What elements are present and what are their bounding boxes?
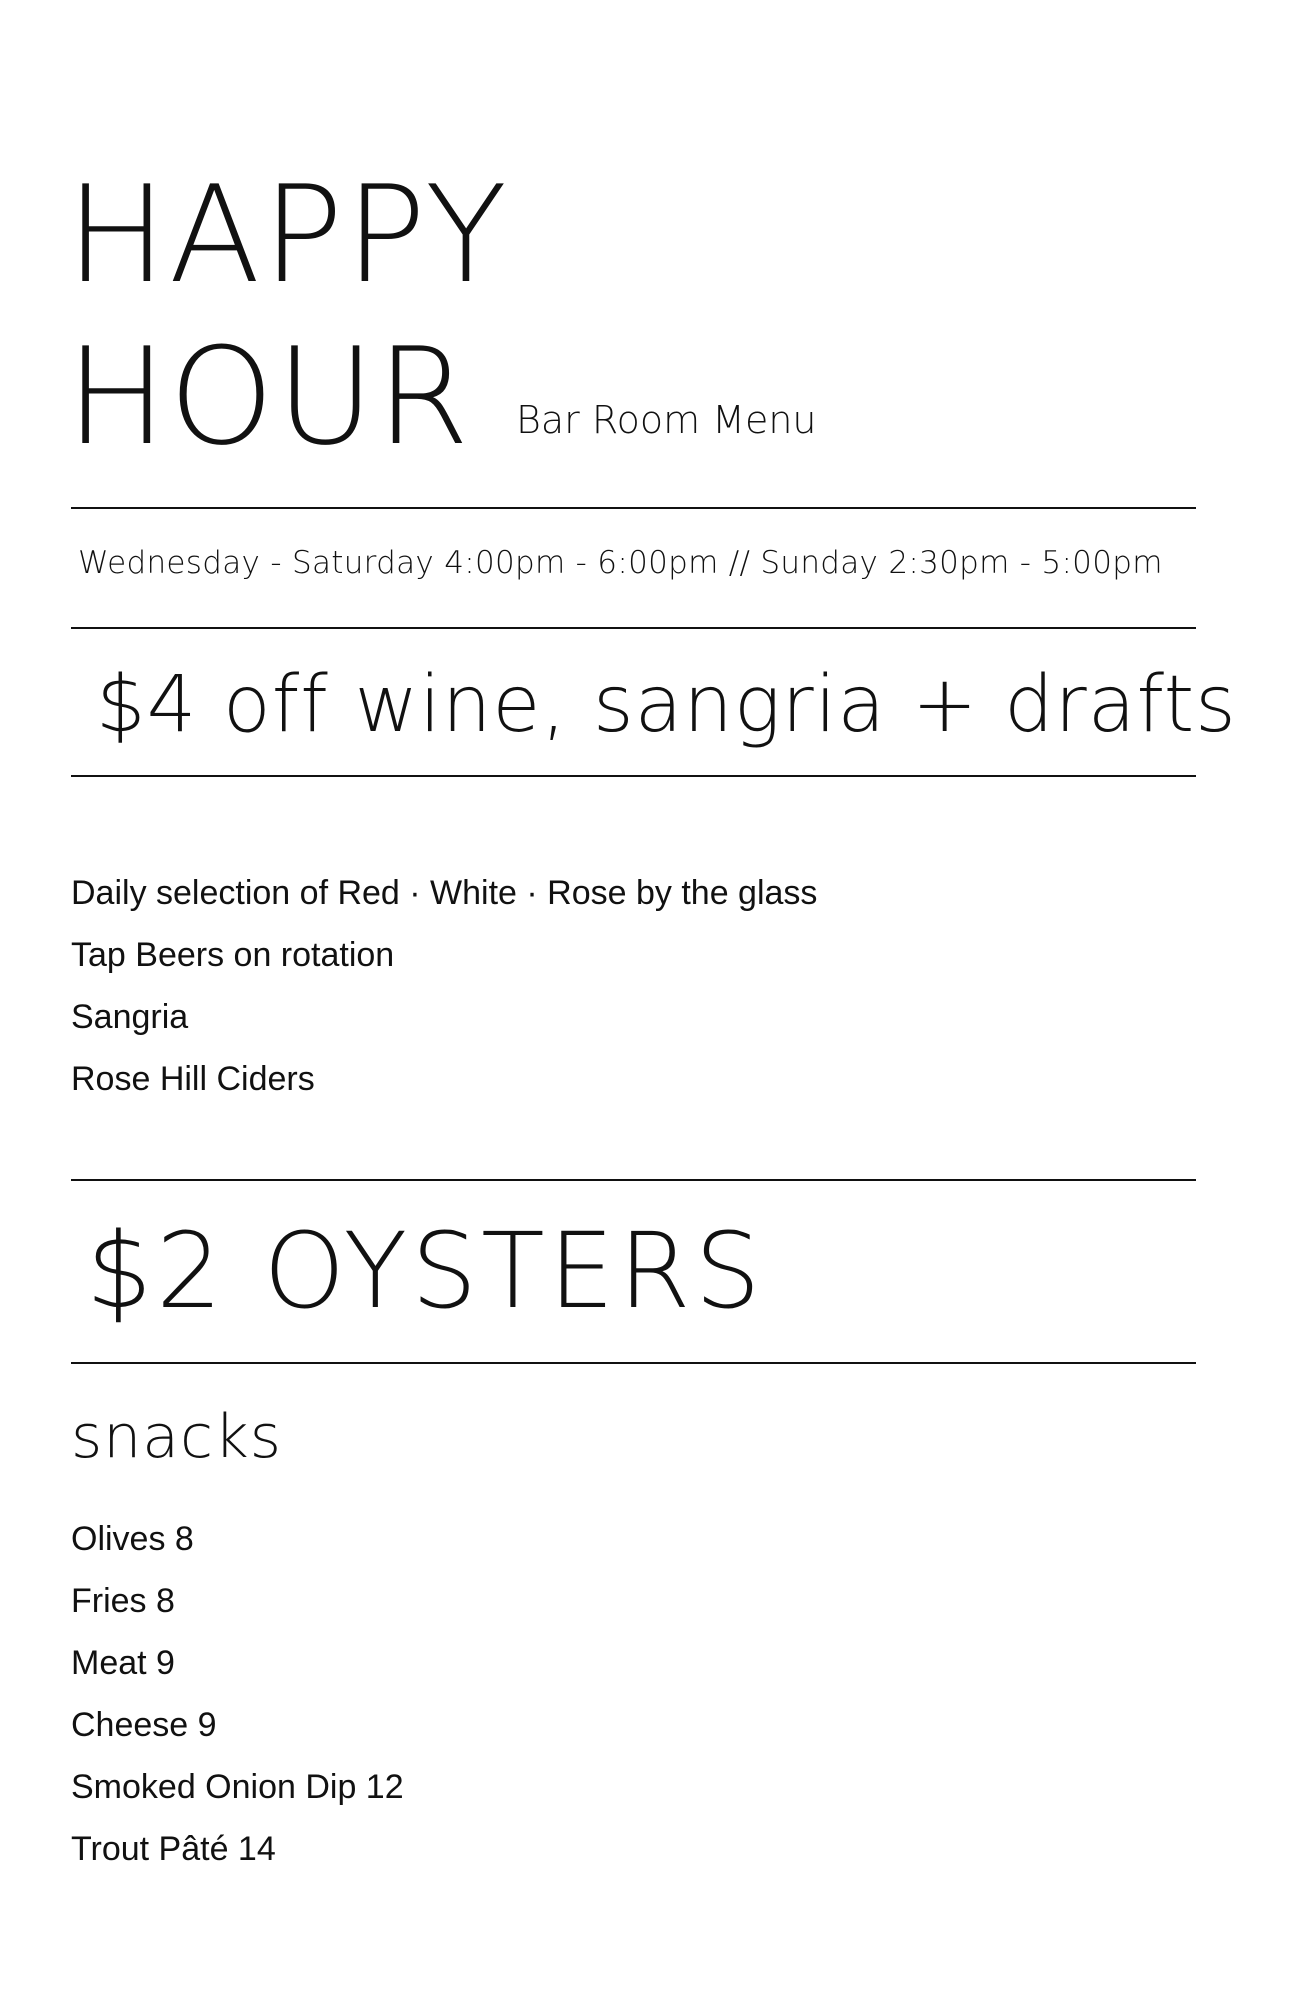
snack-item: Cheese 9	[71, 1706, 217, 1744]
page-title-line-2: HOUR	[66, 319, 472, 475]
divider	[71, 627, 1196, 629]
snack-item: Smoked Onion Dip 12	[71, 1768, 404, 1806]
divider	[71, 507, 1196, 509]
snack-item: Olives 8	[71, 1520, 194, 1558]
snacks-heading: snacks	[71, 1402, 283, 1472]
snack-item: Fries 8	[71, 1582, 175, 1620]
divider	[71, 1362, 1196, 1364]
menu-subtitle: Bar Room Menu	[516, 398, 817, 442]
drink-item: Sangria	[71, 998, 189, 1036]
drink-item: Daily selection of Red · White · Rose by the glass	[71, 874, 818, 912]
hours-text: Wednesday - Saturday 4:00pm - 6:00pm // Sunday 2:30pm - 5:00pm	[78, 545, 1163, 581]
drink-list	[71, 862, 817, 1110]
snack-list	[71, 1508, 404, 1880]
drink-item: Tap Beers on rotation	[71, 936, 395, 974]
snack-item: Meat 9	[71, 1644, 175, 1682]
divider	[71, 775, 1196, 777]
drink-deal-heading: $4 off wine, sangria + drafts	[96, 660, 1237, 750]
page-title-line-1: HAPPY	[66, 157, 509, 313]
divider	[71, 1179, 1196, 1181]
drink-item: Rose Hill Ciders	[71, 1060, 315, 1098]
snack-item: Trout Pâté 14	[71, 1830, 276, 1868]
oysters-heading: $2 OYSTERS	[86, 1210, 765, 1332]
